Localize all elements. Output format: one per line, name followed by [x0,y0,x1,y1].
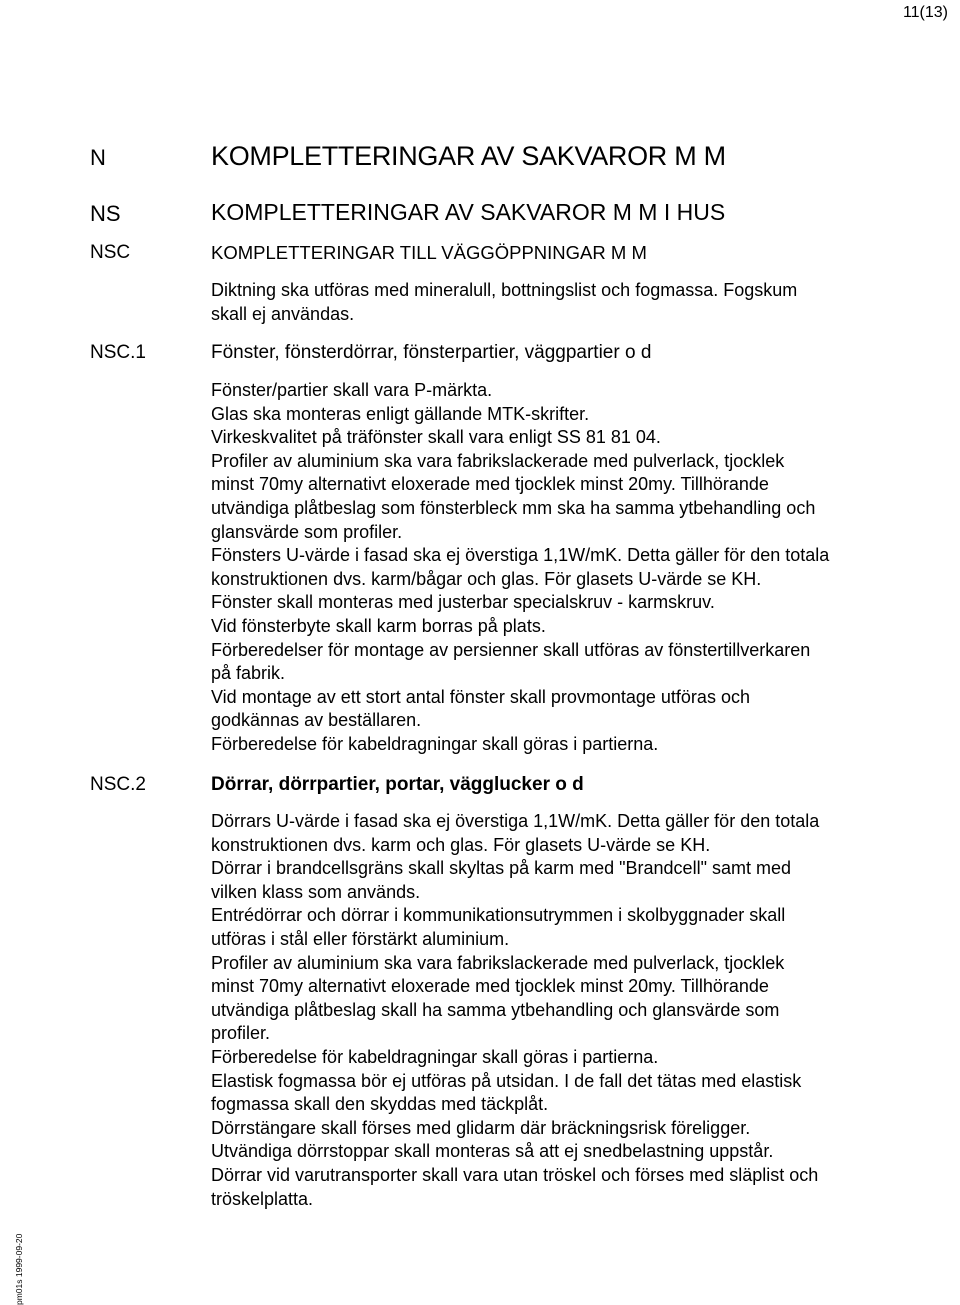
section-title-n: KOMPLETTERINGAR AV SAKVAROR M M [211,141,726,171]
body-line: Dörrstängare skall förses med glidarm där bräckningsrisk föreligger. [211,1117,751,1138]
section-title-ns: KOMPLETTERINGAR AV SAKVAROR M M I HUS [211,199,726,225]
body-line: Dörrar i brandcellsgräns skall skyltas på karm med "Brandcell" samt med [211,858,791,879]
body-line: Dörrar vid varutransporter skall vara utan tröskel och förses med släplist och [211,1164,819,1185]
body-line: Virkeskvalitet på träfönster skall vara enligt SS 81 81 04. [211,427,661,448]
body-line: Fönster skall monteras med justerbar specialskruv - karmskruv. [211,592,715,613]
body-line: Förberedelse för kabeldragningar skall göras i partierna. [211,733,659,754]
section-title-nsc: KOMPLETTERINGAR TILL VÄGGÖPPNINGAR M M [211,242,647,263]
body-line: Utvändiga dörrstoppar skall monteras så att ej snedbelastning uppstår. [211,1141,774,1162]
body-line: Elastisk fogmassa bör ej utföras på utsidan. I de fall det tätas med elastisk [211,1070,802,1091]
section-code-ns: NS [90,201,121,226]
section-title-nsc2: Dörrar, dörrpartier, portar, vägglucker o d [211,774,584,795]
body-line: profiler. [211,1023,271,1044]
body-line: Förberedelse för kabeldragningar skall göras i partierna. [211,1046,659,1067]
body-line: tröskelplatta. [211,1188,314,1209]
body-line: fogmassa skall den skyddas med täckplåt. [211,1094,549,1115]
body-line: skall ej användas. [211,303,355,324]
body-line: utföras i stål eller förstärkt aluminium. [211,928,510,949]
page-number: 11(13) [902,4,948,21]
body-line: Vid montage av ett stort antal fönster skall provmontage utföras och [211,686,750,707]
body-line: Fönsters U-värde i fasad ska ej överstiga 1,1W/mK. Detta gäller för den totala [211,545,830,566]
section-code-n: N [90,145,106,170]
body-line: minst 70my alternativt eloxerade med tjocklek minst 20my. Tillhörande [211,474,769,495]
body-line: Vid fönsterbyte skall karm borras på plats. [211,615,546,636]
side-note: pm01s 1999-09-20 [14,1233,24,1305]
body-line: konstruktionen dvs. karm och glas. För glasets U-värde se KH. [211,834,711,855]
nsc-body [211,279,797,326]
body-line: godkännas av beställaren. [211,710,422,731]
section-code-nsc1: NSC.1 [90,342,146,363]
section-code-nsc: NSC [90,242,131,263]
body-line: Fönster/partier skall vara P-märkta. [211,380,493,400]
body-line: Förberedelser för montage av persienner skall utföras av fönstertillverkaren [211,639,811,660]
body-line: Profiler av aluminium ska vara fabrikslackerade med pulverlack, tjocklek [211,450,785,471]
body-line: glansvärde som profiler. [211,521,403,542]
body-line: Entrédörrar och dörrar i kommunikationsutrymmen i skolbyggnader skall [211,905,786,926]
body-line: minst 70my alternativt eloxerade med tjocklek minst 20my. Tillhörande [211,976,769,997]
body-line: utvändiga plåtbeslag skall ha samma ytbehandling och glansvärde som [211,999,780,1020]
body-line: på fabrik. [211,663,286,684]
body-line: vilken klass som används. [211,881,421,902]
body-line: utvändiga plåtbeslag som fönsterbleck mm ska ha samma ytbehandling och [211,497,816,518]
body-line: konstruktionen dvs. karm/bågar och glas. För glasets U-värde se KH. [211,568,762,589]
nsc2-body [211,810,819,1211]
body-line: Diktning ska utföras med mineralull, bottningslist och fogmassa. Fogskum [211,280,798,300]
body-line: Glas ska monteras enligt gällande MTK-skrifter. [211,403,590,424]
body-line: Dörrars U-värde i fasad ska ej överstiga 1,1W/mK. Detta gäller för den totala [211,811,820,831]
section-code-nsc2: NSC.2 [90,774,146,795]
nsc1-body [211,379,829,757]
body-line: Profiler av aluminium ska vara fabrikslackerade med pulverlack, tjocklek [211,952,785,973]
section-title-nsc1: Fönster, fönsterdörrar, fönsterpartier, väggpartier o d [211,342,652,363]
